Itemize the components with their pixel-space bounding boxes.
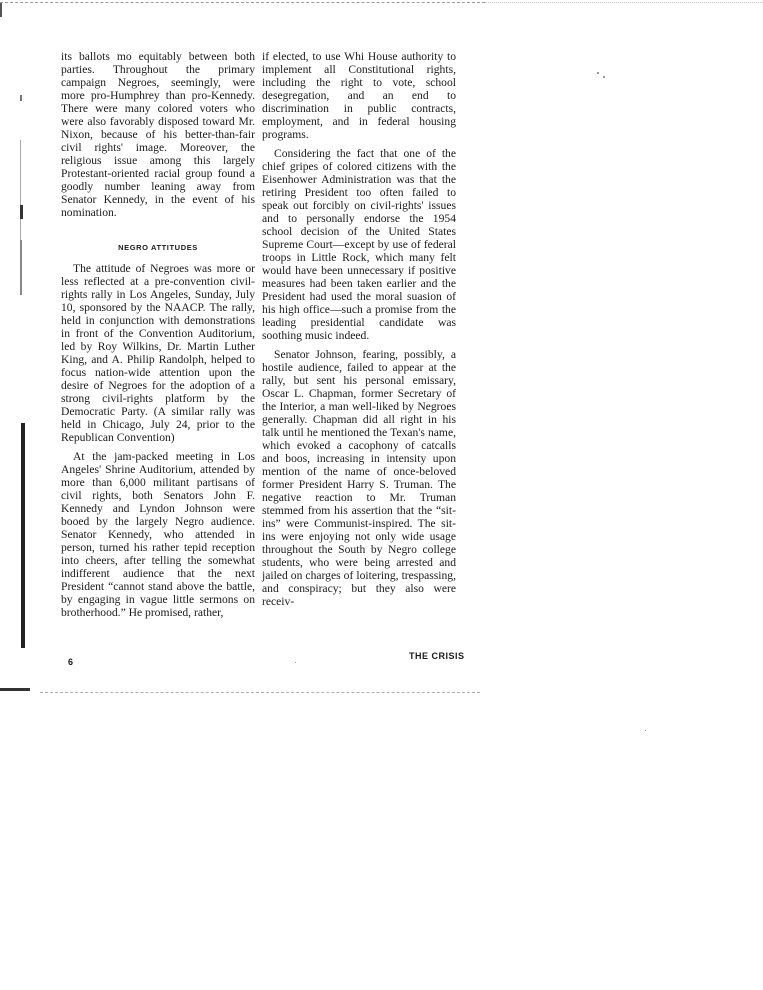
scan-corner-mark — [0, 3, 2, 17]
speck — [645, 730, 646, 731]
section-heading: NEGRO ATTITUDES — [118, 243, 198, 252]
scan-corner-mark-bottom — [0, 688, 30, 691]
paragraph: Senator Johnson, fearing, possibly, a hostile audience, failed to appear at the rally, but sent his personal emissary, Oscar L. Chapman, former Secretary of the Interior, a man well-liked by Negroes generally. Chapman did all right in his talk until he mentioned the Texan's name, which evoked a cacophony of catcalls and boos, increasing in intensity upon mention of the name of once-beloved former President Harry S. Truman. The negative reaction to Mr. Truman stemmed from his assertion that the “sit-ins” were Communist-inspired. The sit-ins were enjoying not only wide usage throughout the South by Negro college students, who were being arrested and jailed on charges of loitering, trespassing, and conspiracy; but they also were receiv- — [262, 348, 456, 608]
margin-bar — [21, 423, 25, 648]
speck — [603, 76, 605, 78]
speck — [597, 72, 599, 74]
scan-edge-top — [0, 2, 485, 3]
paragraph: The attitude of Negroes was more or less reflected at a pre-convention civil-rights rally in Los Angeles, Sunday, July 10, sponsored by the NAACP. The rally, held in conjunction with demonstrations in front of the Convention Auditorium, led by Roy Wilkins, Dr. Martin Luther King, and A. Philip Randolph, helped to focus nation-wide attention upon the desire of Negroes for the adoption of a strong civil-rights platform by the Democratic Party. (A similar rally was held in Chicago, July 24, prior to the Republican Convention) — [61, 262, 255, 444]
paragraph: Considering the fact that one of the chief gripes of colored citizens with the Eisenhower Administration was that the retiring President too often failed to speak out forcibly on civil-rights' issues and to personally endorse the 1954 school decision of the United States Supreme Court—except by use of federal troops in Little Rock, which many felt would have been unnecessary if positive measures had been taken earlier and the President had used the moral suasion of his high office—such a promise from the leading presidential candidate was soothing music indeed. — [262, 147, 456, 342]
margin-mark — [20, 240, 22, 295]
magazine-name: THE CRISIS — [409, 651, 465, 661]
paragraph: its ballots mo equitably between both parties. Throughout the primary campaign Negroes, seemingly, were more pro-Humphrey than pro-Kennedy. There were many colored voters who were also favorably disposed toward Mr. Nixon, because of his better-than-fair civil rights' image. Moreover, the religious issue among this largely Protestant-oriented racial group found a goodly number leaning away from Senator Kennedy, in the event of his nomination. — [61, 50, 255, 219]
paragraph: At the jam-packed meeting in Los Angeles' Shrine Auditorium, attended by more than 6,000 militant partisans of civil rights, both Senators John F. Kennedy and Lyndon Johnson were booed by the largely Negro audience. Senator Kennedy, who attended in person, turned his rather tepid reception into cheers, after telling the somewhat indifferent audience that the next President “cannot stand above the battle, by engaging in vague little sermons on brotherhood.” He promised, rather, — [61, 450, 255, 619]
scan-edge-top-right — [485, 2, 763, 3]
page-number: 6 — [68, 657, 74, 667]
paragraph: if elected, to use Whi House authority to implement all Constitutional rights, including the right to vote, school desegregation, and an end to discrimination in public contracts, employment, and in federal housing programs. — [262, 50, 456, 141]
speck — [295, 662, 296, 663]
margin-mark — [20, 95, 22, 101]
left-column — [61, 50, 255, 619]
margin-mark — [20, 205, 23, 219]
right-column — [262, 50, 456, 608]
scan-edge-bottom — [40, 692, 480, 693]
